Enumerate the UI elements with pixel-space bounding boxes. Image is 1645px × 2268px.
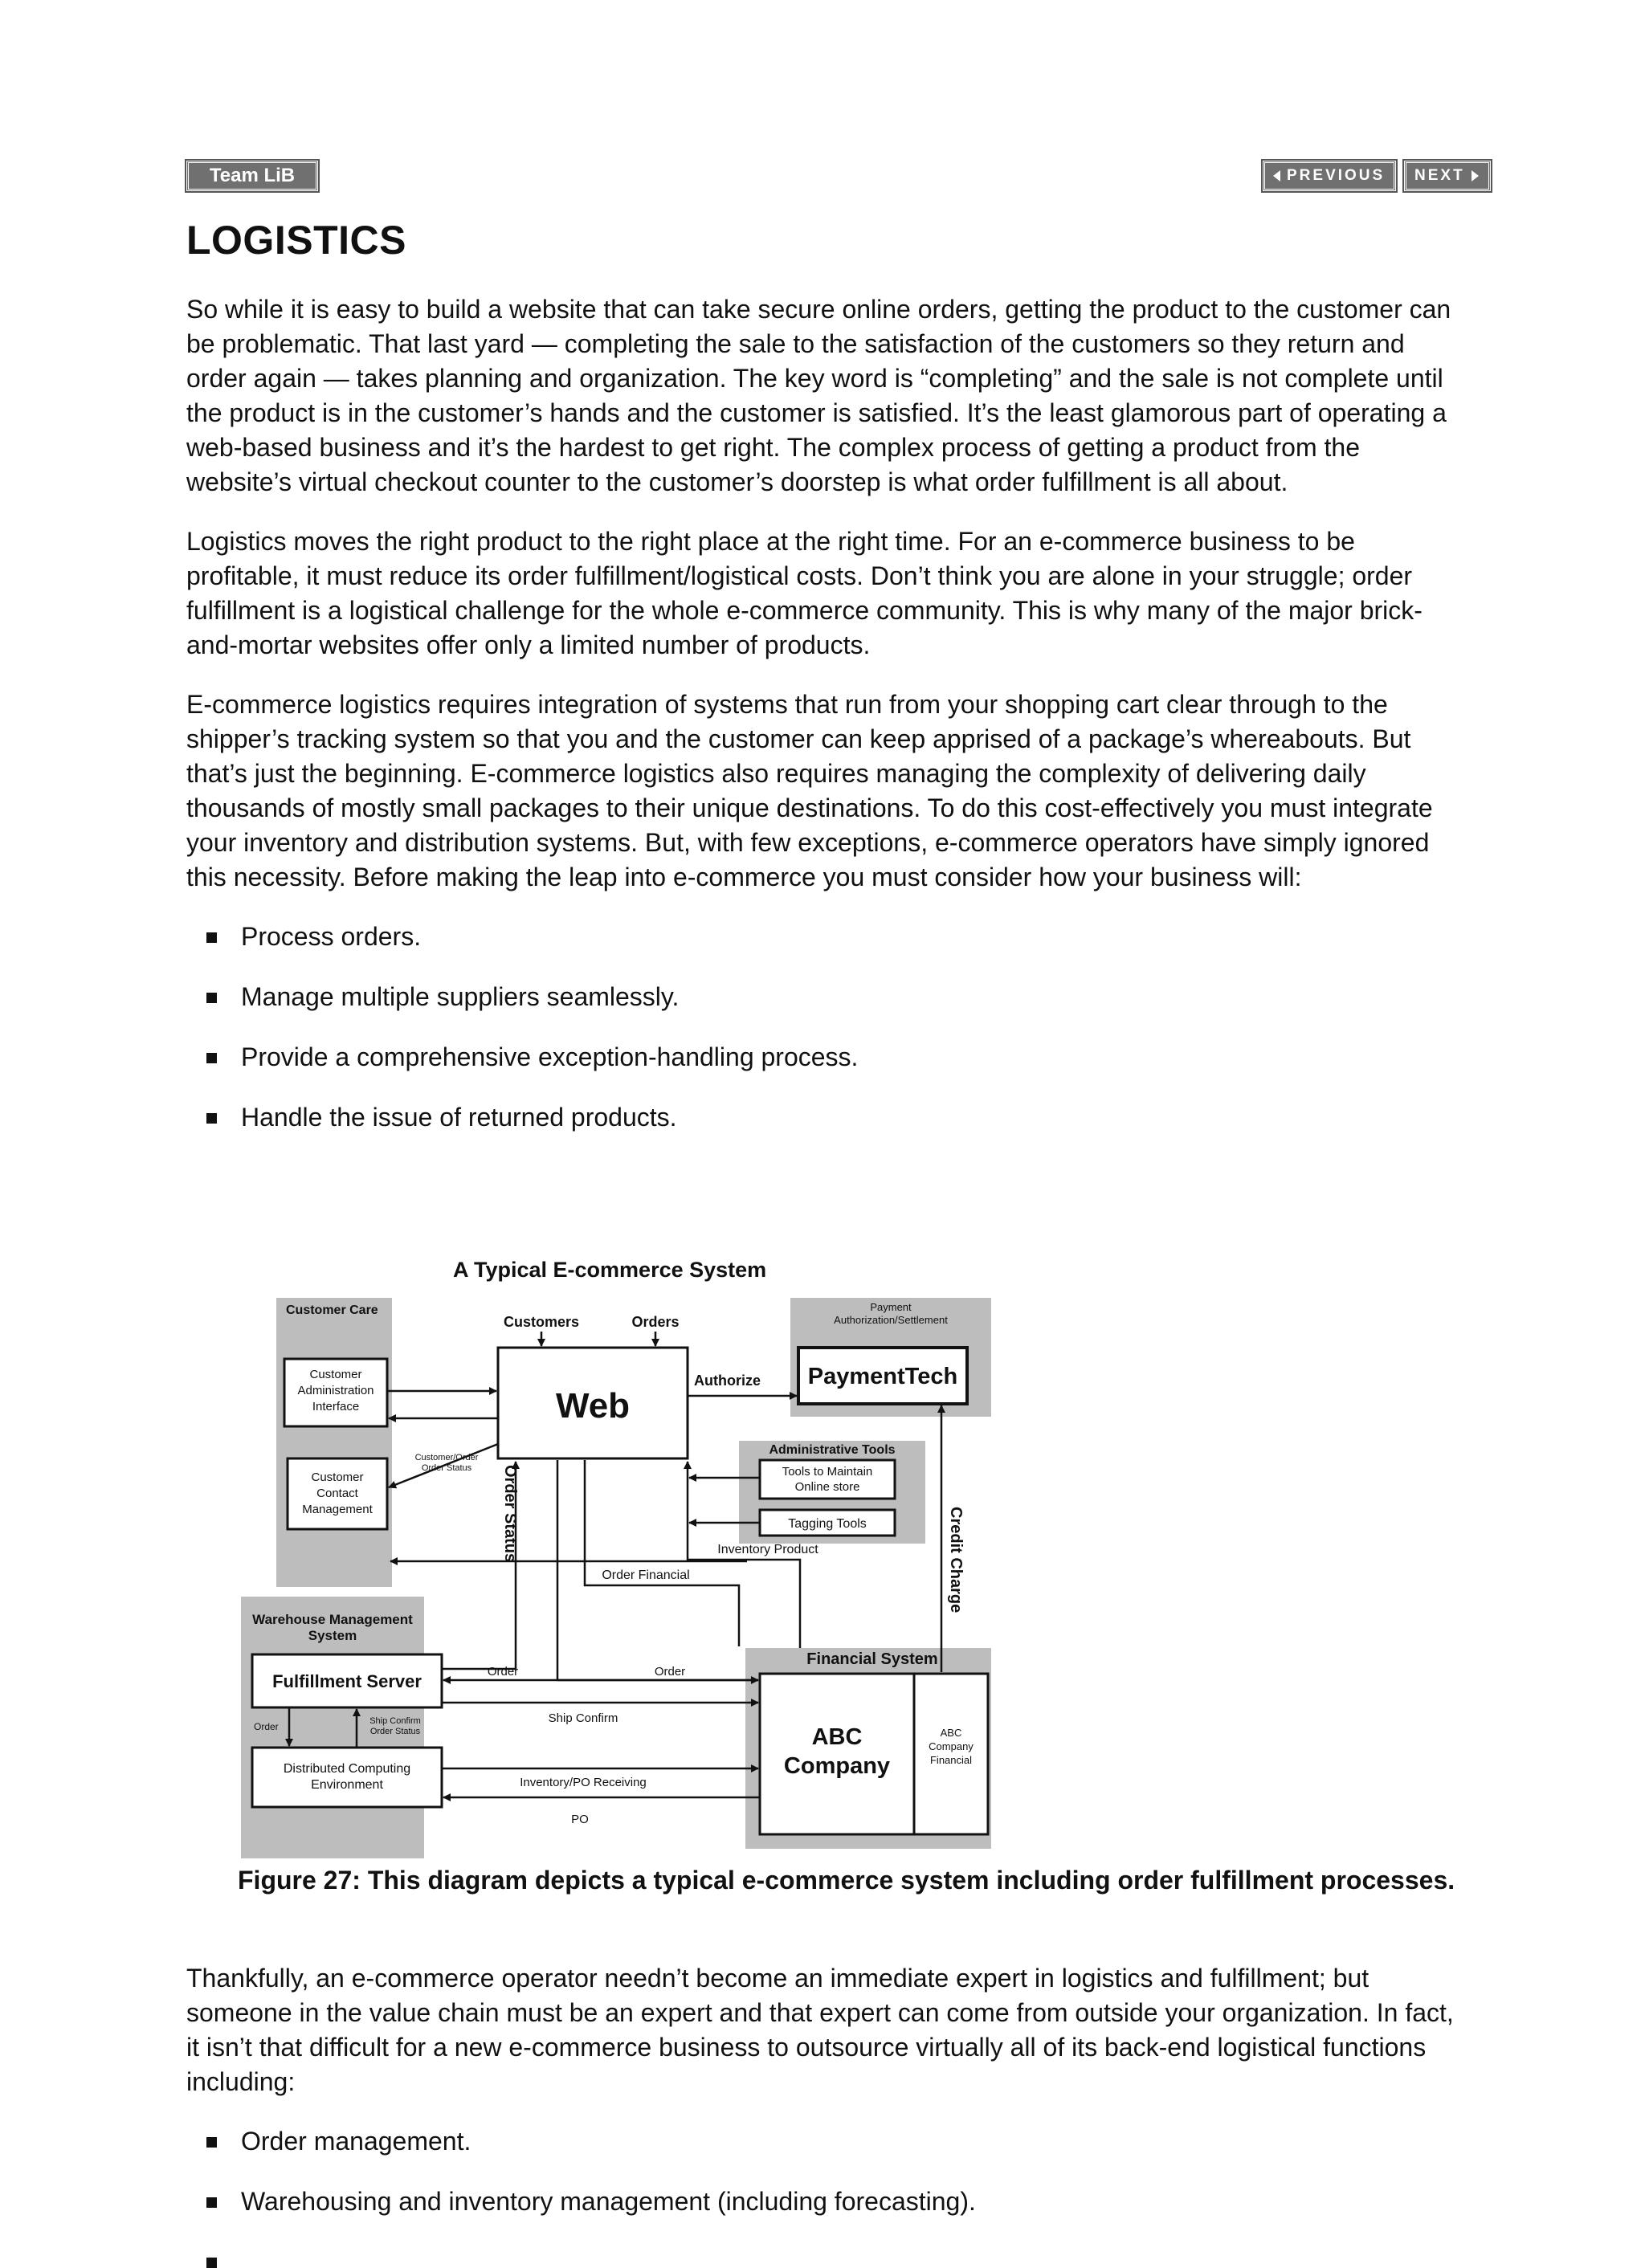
payment-group-label-1: Payment (870, 1301, 912, 1313)
list-item (186, 1040, 1463, 1075)
arrow-right-icon (1472, 170, 1479, 182)
customer-care-label: Customer Care (286, 1303, 378, 1317)
order-label-1: Order (487, 1665, 519, 1679)
list-item-text: Warehousing and inventory management (including forecasting). (241, 2187, 976, 2216)
tagging-tools-label: Tagging Tools (788, 1517, 867, 1531)
list-item (186, 1100, 1463, 1135)
next-label: NEXT (1414, 167, 1465, 184)
order-financial-line (585, 1460, 739, 1646)
list-item-text: Provide a comprehensive exception-handling process. (241, 1042, 859, 1071)
customer-admin-label-2: Administration (297, 1384, 374, 1397)
web-to-contact-arrow (389, 1444, 498, 1487)
previous-label: PREVIOUS (1287, 167, 1386, 184)
paragraph: So while it is easy to build a website that can take secure online orders, getting the product to the customer can be problematic. That last yard — completing the sale to the satisfaction of the customers so they return and order again — takes planning and organization. The key word is “completing” and the sale is not complete until the product is in the customer’s hands and the customer is satisfied. It’s the least glamorous part of operating a web-based business and it’s the hardest to get right. The complex process of getting a product from the website’s virtual checkout counter to the customer’s doorstep is what order fulfillment is all about. (186, 295, 1451, 496)
bullet-icon (206, 1113, 217, 1124)
previous-button[interactable] (1263, 161, 1396, 191)
arrow-left-icon (1273, 170, 1280, 182)
paragraph: Thankfully, an e-commerce operator needn’t become an immediate expert in logistics and fulfillment; but someone in the value chain must be an expert and that expert can come from outside your organization. In fact, it isn’t that difficult for a new e-commerce business to outsource virtually all of its back-end logistical functions including: (186, 1964, 1454, 2096)
orders-label: Orders (631, 1314, 680, 1330)
bullet-icon (206, 1053, 217, 1063)
bullet-icon (206, 2258, 217, 2268)
order-financial-label: Order Financial (602, 1568, 690, 1582)
inventory-po-label: Inventory/PO Receiving (520, 1776, 647, 1789)
order-small-label: Order (254, 1721, 279, 1732)
list-item-text: Handle the issue of returned products. (241, 1103, 677, 1132)
diagram-svg (238, 1246, 993, 1860)
financial-system-label: Financial System (806, 1650, 938, 1668)
web-label: Web (555, 1386, 631, 1426)
wms-label-2: System (308, 1628, 357, 1643)
authorize-label: Authorize (694, 1373, 761, 1389)
wms-label-1: Warehouse Management (252, 1612, 413, 1627)
top-navigation (186, 161, 1491, 193)
tools-maintain-label-1: Tools to Maintain (782, 1465, 873, 1479)
article-body-continued (186, 1961, 1463, 2245)
customer-order-status-label-2: Order Status (421, 1463, 472, 1473)
ecommerce-diagram (238, 1246, 993, 1860)
customer-admin-label-1: Customer (309, 1368, 362, 1381)
list-item-text: Process orders. (241, 922, 422, 951)
article-body (186, 217, 1463, 1161)
tools-maintain-label-2: Online store (794, 1480, 860, 1494)
paragraph: Logistics moves the right product to the right place at the right time. For an e-commerce business to be profitable, it must reduce its order fulfillment/logistical costs. Don’t think you are alone in your struggle; order fulfillment is a logistical challenge for the whole e-commerce community. This is why many of the major brick-and-mortar websites offer only a limited number of products. (186, 527, 1423, 659)
ship-confirm-status-label-2: Order Status (369, 1727, 421, 1736)
abc-financial-label-3: Financial (929, 1754, 973, 1766)
list-item (186, 920, 1463, 954)
fulfillment-server-label: Fulfillment Server (272, 1671, 422, 1691)
figure-caption: Figure 27: This diagram depicts a typical e-commerce system including order fulfillment processes. (238, 1866, 1455, 1895)
list-item (186, 980, 1463, 1014)
paragraph: E-commerce logistics requires integration of systems that run from your shopping cart clear through to the shipper’s tracking system so that you and the customer can keep apprised of a package’s whereabouts. But that’s just the beginning. E-commerce logistics also requires managing the complexity of delivering daily thousands of mostly small packages to their unique destinations. To do this cost-effectively you must integrate your inventory and distribution systems. But, with few exceptions, e-commerce operators have simply ignored this necessity. Before making the leap into e-commerce you must consider how your business will: (186, 690, 1433, 891)
page-title: LOGISTICS (186, 218, 406, 263)
abc-label-2: Company (783, 1753, 891, 1779)
customer-contact-label-2: Contact (316, 1487, 358, 1500)
pager (1263, 161, 1491, 191)
team-lib-button[interactable]: Team LiB (186, 161, 318, 191)
admin-tools-label: Administrative Tools (769, 1443, 896, 1457)
bullet-list (186, 2124, 1463, 2219)
next-button[interactable] (1404, 161, 1491, 191)
ship-confirm-label: Ship Confirm (548, 1711, 618, 1725)
po-label: PO (571, 1813, 589, 1826)
diagram-title: A Typical E-commerce System (453, 1258, 767, 1282)
bullet-icon (206, 993, 217, 1003)
bullet-list (186, 920, 1463, 1135)
list-item-text: Manage multiple suppliers seamlessly. (241, 982, 680, 1011)
ship-confirm-status-label-1: Ship Confirm (369, 1716, 421, 1726)
abc-financial-label-2: Company (929, 1740, 974, 1752)
list-item (186, 2124, 1463, 2159)
customer-order-status-label-1: Customer/Order (414, 1453, 479, 1462)
payment-group-label-2: Authorization/Settlement (834, 1314, 948, 1326)
abc-label-1: ABC (811, 1724, 863, 1750)
customer-contact-label-3: Management (302, 1503, 373, 1516)
customer-admin-label-3: Interface (312, 1400, 360, 1413)
order-status-label: Order Status (501, 1465, 519, 1563)
customer-care-group (276, 1298, 392, 1587)
inventory-product-label: Inventory Product (717, 1543, 818, 1556)
bullet-icon (206, 2137, 217, 2148)
distributed-computing-box (252, 1748, 442, 1807)
customer-contact-label-1: Customer (311, 1471, 364, 1484)
paymenttech-label: PaymentTech (807, 1364, 958, 1389)
credit-charge-label: Credit Charge (947, 1507, 965, 1613)
order-label-2: Order (654, 1665, 686, 1679)
distributed-computing-label-2: Environment (311, 1778, 383, 1792)
distributed-computing-label-1: Distributed Computing (283, 1762, 411, 1776)
list-item-text: Order management. (241, 2127, 471, 2156)
bullet-icon (206, 932, 217, 943)
list-item (186, 2184, 1463, 2219)
abc-financial-label-1: ABC (940, 1727, 962, 1739)
customers-label: Customers (503, 1314, 580, 1330)
bullet-icon (206, 2197, 217, 2208)
